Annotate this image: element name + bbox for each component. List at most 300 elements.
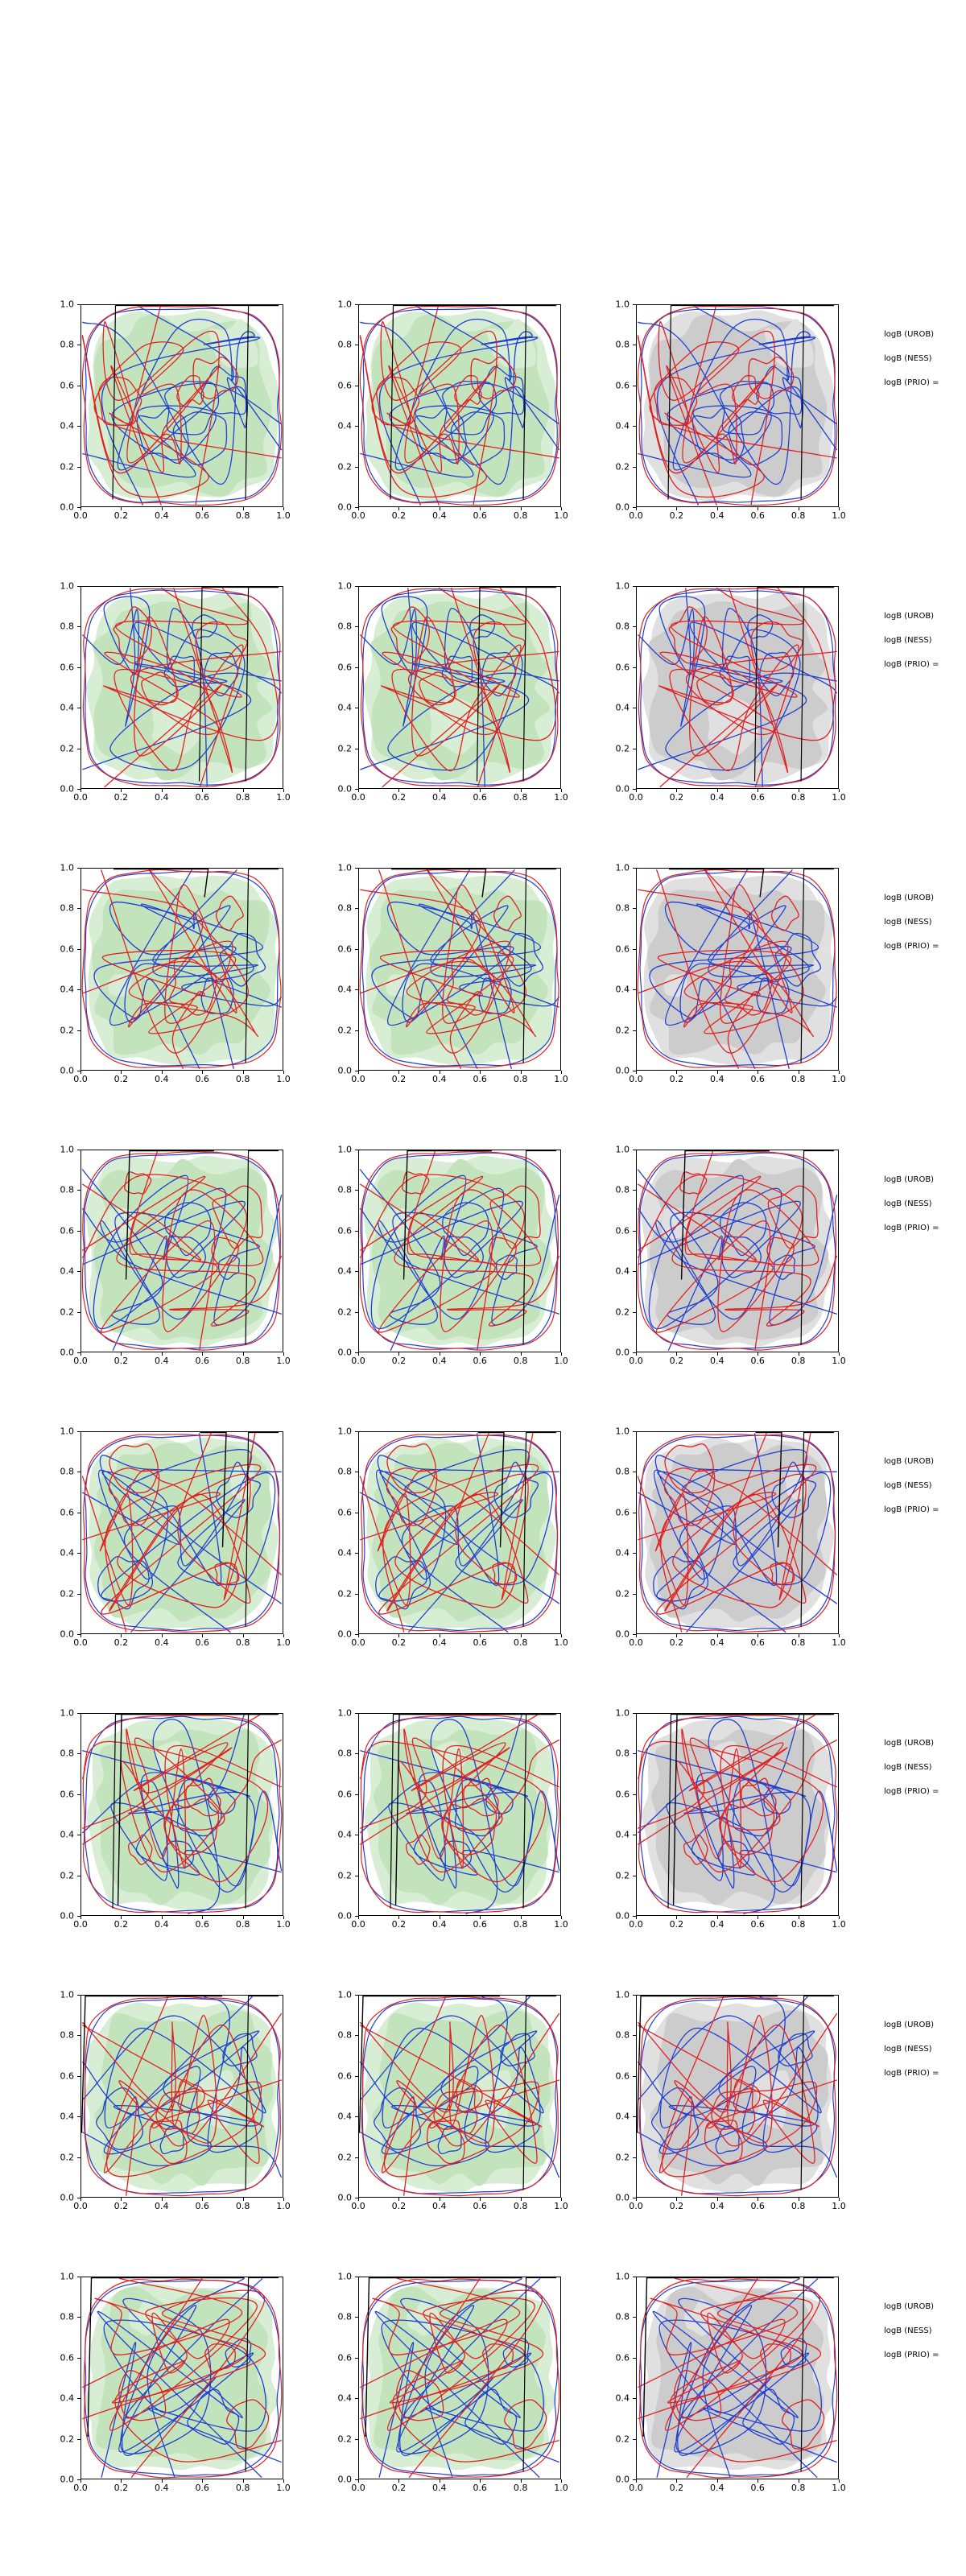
y-tick-label: 0.2 [615, 2152, 630, 2163]
x-tick-label: 0.8 [235, 792, 250, 803]
y-tick-label: 0.0 [60, 1347, 74, 1358]
x-axis-tick-labels [73, 1918, 291, 1932]
x-axis-tick-labels [629, 2481, 846, 2496]
plot-area [80, 586, 283, 789]
y-tick-label: 0.8 [615, 902, 630, 914]
x-tick-label: 0.4 [432, 792, 447, 803]
x-tick-label: 0.4 [710, 1356, 724, 1366]
x-axis-tick-labels [629, 1636, 846, 1650]
x-tick-label: 0.4 [432, 2483, 447, 2493]
x-tick-label: 0.8 [235, 510, 250, 521]
x-tick-label: 1.0 [832, 1356, 846, 1366]
y-axis-tick-labels [604, 1989, 633, 2203]
contour-panel-r3-c3 [604, 861, 845, 1111]
y-tick-label: 0.6 [615, 2070, 630, 2082]
plot-area [80, 868, 283, 1071]
x-tick-label: 1.0 [276, 792, 291, 803]
y-axis-tick-labels [326, 862, 355, 1076]
y-tick-label: 0.8 [615, 2311, 630, 2322]
y-tick-label: 0.4 [60, 1829, 74, 1840]
x-tick-label: 1.0 [554, 2483, 568, 2493]
legend-entry: logB (PRIO) = [884, 942, 939, 951]
y-tick-label: 1.0 [337, 1989, 352, 2000]
x-tick-label: 1.0 [554, 1919, 568, 1930]
y-tick-label: 0.2 [60, 2434, 74, 2445]
y-tick-label: 0.6 [60, 380, 74, 391]
x-tick-label: 0.8 [791, 1919, 806, 1930]
y-tick-label: 0.0 [337, 2474, 352, 2485]
y-tick-label: 1.0 [337, 1426, 352, 1437]
x-tick-label: 0.4 [710, 2483, 724, 2493]
contour-panel-r8-c3 [604, 2270, 845, 2520]
x-tick-label: 0.6 [473, 792, 487, 803]
x-tick-label: 1.0 [276, 2483, 291, 2493]
x-axis-tick-labels [351, 1918, 568, 1932]
x-tick-label: 1.0 [832, 792, 846, 803]
y-tick-label: 1.0 [615, 580, 630, 592]
x-tick-label: 0.2 [391, 792, 407, 803]
x-tick-label: 0.6 [473, 1074, 487, 1084]
plot-area [636, 1995, 839, 2198]
contour-panel-r4-c2 [326, 1143, 568, 1393]
x-tick-label: 0.6 [750, 1074, 765, 1084]
x-tick-label: 0.0 [73, 2201, 88, 2211]
legend-entry: logB (UROB) [884, 2302, 935, 2311]
x-tick-label: 1.0 [832, 1074, 846, 1084]
y-tick-label: 0.2 [60, 1588, 74, 1600]
x-tick-label: 0.2 [669, 792, 684, 803]
x-axis-tick-labels [73, 2199, 291, 2214]
y-tick-label: 0.0 [615, 1347, 630, 1358]
panel-row [48, 1988, 939, 2270]
legend-entry: logB (NESS) [884, 2326, 932, 2335]
y-axis-tick-labels [326, 1426, 355, 1640]
y-tick-label: 0.8 [615, 1748, 630, 1759]
plot-area [636, 586, 839, 789]
x-tick-label: 0.4 [155, 2201, 169, 2211]
y-tick-label: 0.4 [615, 2392, 630, 2404]
x-tick-label: 0.6 [473, 1919, 487, 1930]
x-tick-label: 0.6 [195, 1637, 209, 1648]
panel-row [48, 1425, 939, 1707]
y-tick-label: 0.6 [60, 662, 74, 673]
y-tick-label: 0.0 [337, 502, 352, 513]
y-tick-label: 0.6 [337, 380, 352, 391]
x-tick-label: 1.0 [554, 2201, 568, 2211]
x-tick-label: 1.0 [832, 1919, 846, 1930]
x-tick-label: 0.6 [195, 792, 209, 803]
y-tick-label: 0.2 [60, 743, 74, 754]
x-tick-label: 1.0 [832, 510, 846, 521]
contour-panel-r3-c2 [326, 861, 568, 1111]
y-tick-label: 1.0 [60, 1989, 74, 2000]
y-tick-label: 1.0 [60, 2271, 74, 2282]
contour-panel-r5-c1 [48, 1425, 290, 1674]
x-tick-label: 0.6 [473, 1356, 487, 1366]
plot-area [358, 1150, 561, 1352]
x-tick-label: 0.0 [73, 792, 88, 803]
y-axis-tick-labels [48, 1707, 77, 1922]
y-axis-tick-labels [604, 1144, 633, 1358]
y-tick-label: 1.0 [60, 1707, 74, 1719]
x-tick-label: 0.2 [391, 1074, 407, 1084]
x-tick-label: 0.0 [629, 1637, 643, 1648]
y-tick-label: 1.0 [60, 580, 74, 592]
x-axis-tick-labels [629, 509, 846, 523]
plot-area [636, 1713, 839, 1916]
y-tick-label: 0.8 [60, 621, 74, 632]
y-tick-label: 0.8 [60, 2311, 74, 2322]
x-tick-label: 0.4 [155, 1637, 169, 1648]
y-tick-label: 0.6 [615, 1225, 630, 1236]
x-tick-label: 0.6 [195, 1356, 209, 1366]
y-tick-label: 0.8 [60, 339, 74, 350]
x-axis-tick-labels [351, 1636, 568, 1650]
x-tick-label: 0.6 [195, 2483, 209, 2493]
x-tick-label: 0.6 [750, 1356, 765, 1366]
x-axis-tick-labels [351, 2481, 568, 2496]
y-tick-label: 0.0 [60, 502, 74, 513]
x-tick-label: 1.0 [832, 2483, 846, 2493]
x-tick-label: 0.6 [195, 510, 209, 521]
x-tick-label: 0.4 [155, 1074, 169, 1084]
plot-area [80, 1150, 283, 1352]
plot-area [636, 2277, 839, 2479]
y-tick-label: 0.8 [337, 1184, 352, 1195]
x-tick-label: 0.6 [195, 2201, 209, 2211]
legend-entry: logB (UROB) [884, 2021, 935, 2029]
y-tick-label: 0.6 [60, 1789, 74, 1800]
legend-entry: logB (PRIO) = [884, 378, 939, 387]
y-axis-tick-labels [604, 1426, 633, 1640]
y-tick-label: 0.4 [337, 1547, 352, 1558]
y-tick-label: 0.8 [615, 1184, 630, 1195]
y-tick-label: 0.2 [337, 743, 352, 754]
x-tick-label: 0.8 [513, 792, 528, 803]
y-tick-label: 0.4 [337, 702, 352, 713]
x-tick-label: 0.8 [513, 1074, 528, 1084]
x-tick-label: 0.8 [235, 2483, 250, 2493]
x-tick-label: 0.0 [629, 2201, 643, 2211]
plot-area [80, 304, 283, 507]
x-tick-label: 0.0 [629, 1919, 643, 1930]
x-tick-label: 0.8 [513, 1356, 528, 1366]
legend-entry: logB (PRIO) = [884, 2069, 939, 2078]
legend-entry: logB (NESS) [884, 1199, 932, 1208]
y-tick-label: 0.2 [615, 461, 630, 473]
x-tick-label: 0.4 [155, 1919, 169, 1930]
x-tick-label: 0.0 [351, 1919, 365, 1930]
plot-area [80, 1431, 283, 1634]
x-axis-tick-labels [73, 1636, 291, 1650]
x-tick-label: 0.6 [750, 1637, 765, 1648]
y-tick-label: 0.2 [615, 2434, 630, 2445]
y-tick-label: 0.2 [60, 1870, 74, 1881]
legend-entry: logB (PRIO) = [884, 660, 939, 669]
y-tick-label: 0.2 [615, 743, 630, 754]
contour-panel-r3-c1 [48, 861, 290, 1111]
y-tick-label: 1.0 [615, 2271, 630, 2282]
y-tick-label: 0.6 [337, 1789, 352, 1800]
y-axis-tick-labels [604, 862, 633, 1076]
y-tick-label: 1.0 [615, 1989, 630, 2000]
x-tick-label: 0.8 [513, 1637, 528, 1648]
x-axis-tick-labels [629, 791, 846, 805]
y-tick-label: 0.8 [337, 1748, 352, 1759]
x-tick-label: 0.2 [669, 2201, 684, 2211]
x-tick-label: 0.6 [195, 1919, 209, 1930]
x-tick-label: 0.6 [750, 510, 765, 521]
x-axis-tick-labels [629, 1918, 846, 1932]
y-tick-label: 0.0 [60, 1910, 74, 1922]
x-tick-label: 0.8 [235, 1356, 250, 1366]
y-tick-label: 0.8 [615, 339, 630, 350]
y-axis-tick-labels [604, 299, 633, 513]
legend-entry: logB (UROB) [884, 1175, 935, 1184]
x-tick-label: 0.4 [710, 1919, 724, 1930]
x-tick-label: 0.6 [473, 2483, 487, 2493]
contour-panel-r5-c3 [604, 1425, 845, 1674]
x-axis-tick-labels [351, 509, 568, 523]
x-tick-label: 0.2 [114, 1637, 129, 1648]
legend-entry: logB (NESS) [884, 918, 932, 927]
y-tick-label: 0.4 [337, 984, 352, 995]
y-tick-label: 0.8 [337, 2029, 352, 2041]
y-tick-label: 0.4 [337, 2111, 352, 2122]
legend-entry: logB (PRIO) = [884, 1224, 939, 1232]
y-tick-label: 0.8 [337, 2311, 352, 2322]
x-axis-tick-labels [629, 2199, 846, 2214]
y-tick-label: 0.2 [337, 1025, 352, 1036]
y-tick-label: 0.4 [60, 1547, 74, 1558]
y-tick-label: 0.2 [615, 1307, 630, 1318]
x-tick-label: 0.4 [432, 1074, 447, 1084]
x-tick-label: 0.2 [669, 1919, 684, 1930]
y-tick-label: 0.8 [337, 1466, 352, 1477]
x-tick-label: 0.2 [114, 1919, 129, 1930]
y-tick-label: 0.2 [60, 461, 74, 473]
y-tick-label: 0.0 [615, 2474, 630, 2485]
y-tick-label: 0.2 [337, 1307, 352, 1318]
y-tick-label: 0.0 [337, 783, 352, 795]
y-axis-tick-labels [48, 2271, 77, 2485]
contour-panel-r8-c2 [326, 2270, 568, 2520]
y-tick-label: 0.0 [337, 2192, 352, 2203]
legend-entry: logB (NESS) [884, 1763, 932, 1772]
y-tick-label: 0.6 [337, 1507, 352, 1518]
y-tick-label: 0.6 [337, 2070, 352, 2082]
x-tick-label: 0.4 [155, 510, 169, 521]
y-axis-tick-labels [48, 1989, 77, 2203]
x-tick-label: 1.0 [554, 1356, 568, 1366]
x-tick-label: 0.0 [351, 510, 365, 521]
x-tick-label: 1.0 [276, 1637, 291, 1648]
y-tick-label: 0.4 [60, 1265, 74, 1277]
x-tick-label: 0.4 [155, 2483, 169, 2493]
x-tick-label: 0.8 [791, 1637, 806, 1648]
x-tick-label: 0.2 [114, 1356, 129, 1366]
y-tick-label: 0.6 [60, 2070, 74, 2082]
x-tick-label: 1.0 [554, 1637, 568, 1648]
x-tick-label: 0.2 [669, 510, 684, 521]
y-tick-label: 0.2 [615, 1025, 630, 1036]
y-tick-label: 1.0 [337, 1707, 352, 1719]
x-tick-label: 0.8 [791, 1074, 806, 1084]
x-tick-label: 0.2 [669, 2483, 684, 2493]
x-tick-label: 0.2 [391, 1637, 407, 1648]
x-tick-label: 0.0 [629, 792, 643, 803]
x-tick-label: 0.4 [155, 792, 169, 803]
y-tick-label: 0.0 [337, 1629, 352, 1640]
y-tick-label: 0.6 [337, 943, 352, 955]
x-tick-label: 0.8 [791, 510, 806, 521]
x-tick-label: 0.0 [351, 1637, 365, 1648]
legend-entry: logB (PRIO) = [884, 1787, 939, 1796]
legend-entry: logB (UROB) [884, 330, 935, 339]
y-tick-label: 0.0 [337, 1065, 352, 1076]
y-tick-label: 1.0 [615, 299, 630, 310]
x-tick-label: 0.0 [73, 1919, 88, 1930]
x-axis-tick-labels [351, 1072, 568, 1087]
y-axis-tick-labels [326, 1989, 355, 2203]
y-axis-tick-labels [604, 2271, 633, 2485]
y-tick-label: 0.4 [60, 702, 74, 713]
panel-grid [48, 298, 939, 2552]
x-tick-label: 0.8 [513, 2201, 528, 2211]
contour-panel-r6-c3 [604, 1707, 845, 1956]
legend-entry: logB (UROB) [884, 894, 935, 902]
y-tick-label: 1.0 [60, 1426, 74, 1437]
contour-panel-r4-c1 [48, 1143, 290, 1393]
x-axis-tick-labels [73, 1354, 291, 1368]
y-tick-label: 0.2 [337, 1870, 352, 1881]
y-tick-label: 0.4 [615, 1265, 630, 1277]
x-tick-label: 1.0 [276, 510, 291, 521]
y-tick-label: 1.0 [337, 2271, 352, 2282]
x-tick-label: 0.0 [73, 510, 88, 521]
x-tick-label: 0.2 [114, 2201, 129, 2211]
plot-area [80, 1995, 283, 2198]
y-tick-label: 0.6 [615, 662, 630, 673]
x-tick-label: 0.8 [791, 1356, 806, 1366]
contour-panel-r1-c2 [326, 298, 568, 547]
y-axis-tick-labels [48, 580, 77, 795]
y-tick-label: 1.0 [337, 299, 352, 310]
x-axis-tick-labels [629, 1354, 846, 1368]
y-tick-label: 1.0 [60, 1144, 74, 1155]
y-tick-label: 0.6 [337, 662, 352, 673]
x-tick-label: 0.6 [473, 1637, 487, 1648]
y-tick-label: 0.0 [60, 1629, 74, 1640]
x-tick-label: 0.2 [391, 1919, 407, 1930]
x-tick-label: 0.0 [351, 2201, 365, 2211]
y-tick-label: 1.0 [60, 299, 74, 310]
x-tick-label: 1.0 [276, 1074, 291, 1084]
x-tick-label: 0.8 [791, 2201, 806, 2211]
y-tick-label: 0.8 [60, 1466, 74, 1477]
y-tick-label: 0.2 [337, 2152, 352, 2163]
y-tick-label: 0.0 [60, 2192, 74, 2203]
x-tick-label: 0.4 [710, 510, 724, 521]
contour-panel-r7-c3 [604, 1988, 845, 2238]
y-tick-label: 0.6 [60, 943, 74, 955]
y-tick-label: 0.4 [337, 2392, 352, 2404]
y-axis-tick-labels [326, 299, 355, 513]
y-tick-label: 0.0 [615, 1629, 630, 1640]
y-tick-label: 0.4 [60, 984, 74, 995]
y-tick-label: 0.6 [60, 1507, 74, 1518]
panel-row [48, 1707, 939, 1988]
x-tick-label: 0.8 [513, 1919, 528, 1930]
legend-entry: logB (NESS) [884, 354, 932, 363]
x-tick-label: 0.0 [73, 2483, 88, 2493]
y-tick-label: 0.2 [337, 2434, 352, 2445]
x-tick-label: 0.4 [710, 792, 724, 803]
x-tick-label: 0.4 [432, 510, 447, 521]
y-axis-tick-labels [48, 1144, 77, 1358]
plot-area [636, 1150, 839, 1352]
y-tick-label: 1.0 [337, 1144, 352, 1155]
contour-panel-r6-c1 [48, 1707, 290, 1956]
x-tick-label: 0.0 [629, 2483, 643, 2493]
panel-row [48, 861, 939, 1143]
y-tick-label: 0.2 [337, 461, 352, 473]
y-tick-label: 0.8 [60, 902, 74, 914]
contour-panel-r7-c2 [326, 1988, 568, 2238]
x-tick-label: 0.8 [235, 1074, 250, 1084]
panel-row [48, 1143, 939, 1425]
x-axis-tick-labels [73, 509, 291, 523]
y-tick-label: 0.0 [615, 783, 630, 795]
x-tick-label: 0.4 [710, 2201, 724, 2211]
y-tick-label: 0.0 [615, 1065, 630, 1076]
x-axis-tick-labels [351, 1354, 568, 1368]
y-tick-label: 0.2 [60, 1025, 74, 1036]
y-tick-label: 0.2 [337, 1588, 352, 1600]
x-tick-label: 0.8 [235, 1637, 250, 1648]
x-tick-label: 0.2 [114, 1074, 129, 1084]
y-tick-label: 1.0 [337, 580, 352, 592]
plot-area [636, 304, 839, 507]
x-tick-label: 0.0 [629, 1074, 643, 1084]
plot-area [80, 1713, 283, 1916]
y-tick-label: 0.4 [337, 1265, 352, 1277]
x-tick-label: 0.2 [114, 792, 129, 803]
x-tick-label: 1.0 [832, 1637, 846, 1648]
x-tick-label: 0.6 [750, 2483, 765, 2493]
y-tick-label: 0.4 [337, 420, 352, 431]
x-tick-label: 0.2 [391, 2483, 407, 2493]
y-tick-label: 0.4 [60, 2392, 74, 2404]
x-tick-label: 0.2 [114, 2483, 129, 2493]
panel-row [48, 298, 939, 580]
x-tick-label: 0.2 [391, 1356, 407, 1366]
y-tick-label: 0.8 [60, 2029, 74, 2041]
y-tick-label: 0.0 [337, 1347, 352, 1358]
x-tick-label: 0.8 [513, 2483, 528, 2493]
y-tick-label: 0.4 [60, 2111, 74, 2122]
y-tick-label: 0.8 [337, 339, 352, 350]
x-tick-label: 1.0 [276, 1356, 291, 1366]
y-tick-label: 0.0 [615, 502, 630, 513]
x-tick-label: 0.2 [114, 510, 129, 521]
x-tick-label: 0.4 [710, 1637, 724, 1648]
x-tick-label: 0.6 [750, 1919, 765, 1930]
y-tick-label: 0.4 [615, 420, 630, 431]
y-tick-label: 0.8 [615, 1466, 630, 1477]
plot-area [358, 304, 561, 507]
y-axis-tick-labels [604, 580, 633, 795]
